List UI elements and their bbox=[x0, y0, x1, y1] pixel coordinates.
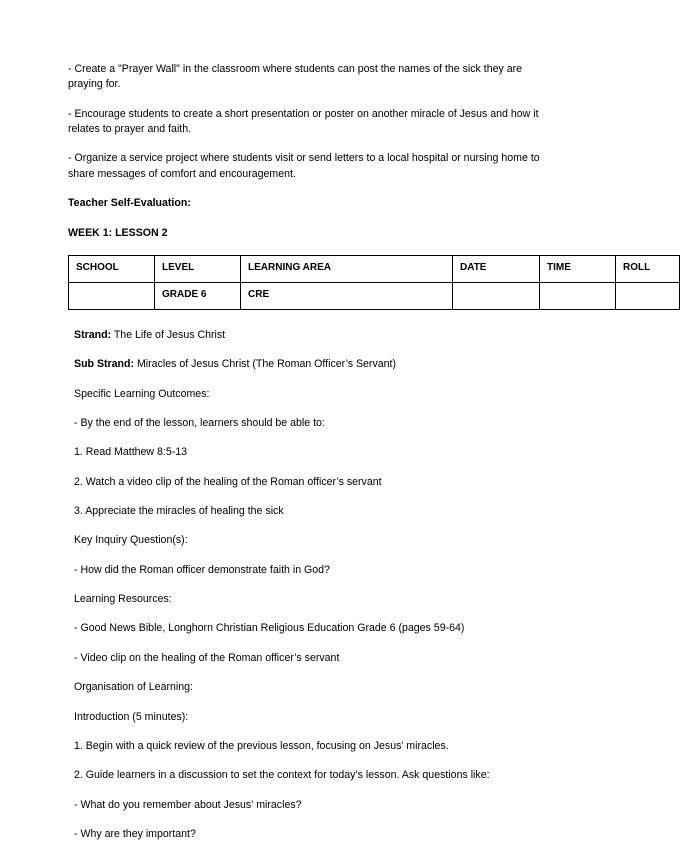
sub-strand-value: Miracles of Jesus Christ (The Roman Officer’s Servant) bbox=[134, 358, 397, 371]
outcome-item-3: 3. Appreciate the miracles of healing the sick bbox=[74, 505, 284, 518]
table-row-headers bbox=[69, 255, 680, 282]
value-roll bbox=[616, 282, 680, 309]
introduction-question-1: - What do you remember about Jesus' miracles? bbox=[74, 798, 302, 811]
bullet-presentation: - Encourage students to create a short presentation or poster on another miracle of Jesus and how it relates to prayer and faith. bbox=[68, 107, 539, 136]
value-date bbox=[453, 282, 540, 309]
outcomes-intro: - By the end of the lesson, learners should be able to: bbox=[74, 416, 325, 429]
introduction-step-2: 2. Guide learners in a discussion to set the context for today’s lesson. Ask questions like: bbox=[74, 769, 490, 782]
header-time: TIME bbox=[540, 255, 616, 282]
outcome-item-1: 1. Read Matthew 8:5-13 bbox=[74, 446, 188, 459]
sub-strand-label: Sub Strand: bbox=[74, 358, 135, 371]
key-inquiry-heading: Key Inquiry Question(s): bbox=[74, 534, 188, 547]
introduction-heading: Introduction (5 minutes): bbox=[74, 710, 189, 723]
strand-label: Strand: bbox=[74, 328, 112, 341]
organisation-heading: Organisation of Learning: bbox=[74, 681, 193, 694]
header-learning-area: LEARNING AREA bbox=[241, 255, 453, 282]
header-level: LEVEL bbox=[155, 255, 241, 282]
week-lesson-heading: WEEK 1: LESSON 2 bbox=[68, 226, 168, 239]
header-date: DATE bbox=[453, 255, 540, 282]
value-learning-area: CRE bbox=[241, 282, 453, 309]
introduction-step-1: 1. Begin with a quick review of the previous lesson, focusing on Jesus’ miracles. bbox=[74, 739, 449, 752]
introduction-question-2: - Why are they important? bbox=[74, 827, 196, 840]
specific-learning-outcomes-heading: Specific Learning Outcomes: bbox=[74, 387, 210, 400]
header-school: SCHOOL bbox=[69, 255, 155, 282]
value-time bbox=[540, 282, 616, 309]
strand-line bbox=[74, 328, 540, 343]
learning-resource-2: - Video clip on the healing of the Roman officer’s servant bbox=[74, 651, 340, 664]
lesson-body bbox=[74, 328, 540, 842]
sub-strand-line bbox=[74, 357, 540, 372]
bullet-prayer-wall: - Create a "Prayer Wall" in the classroom where students can post the names of the sick they are praying for. bbox=[68, 63, 523, 91]
table-row-values bbox=[69, 282, 680, 309]
bullet-service-project: - Organize a service project where students visit or send letters to a local hospital or nursing home to share messages of comfort and encouragement. bbox=[68, 152, 540, 180]
teacher-self-evaluation-heading: Teacher Self-Evaluation: bbox=[68, 197, 191, 210]
learning-resources-heading: Learning Resources: bbox=[74, 593, 172, 606]
strand-value: The Life of Jesus Christ bbox=[111, 328, 226, 341]
value-school bbox=[69, 282, 155, 309]
key-inquiry-question: - How did the Roman officer demonstrate faith in God? bbox=[74, 563, 330, 576]
value-level: GRADE 6 bbox=[155, 282, 241, 309]
header-roll: ROLL bbox=[616, 255, 680, 282]
lesson-info-table bbox=[68, 255, 680, 310]
learning-resource-1: - Good News Bible, Longhorn Christian Religious Education Grade 6 (pages 59-64) bbox=[74, 622, 465, 635]
outcome-item-2: 2. Watch a video clip of the healing of the Roman officer’s servant bbox=[74, 475, 382, 488]
